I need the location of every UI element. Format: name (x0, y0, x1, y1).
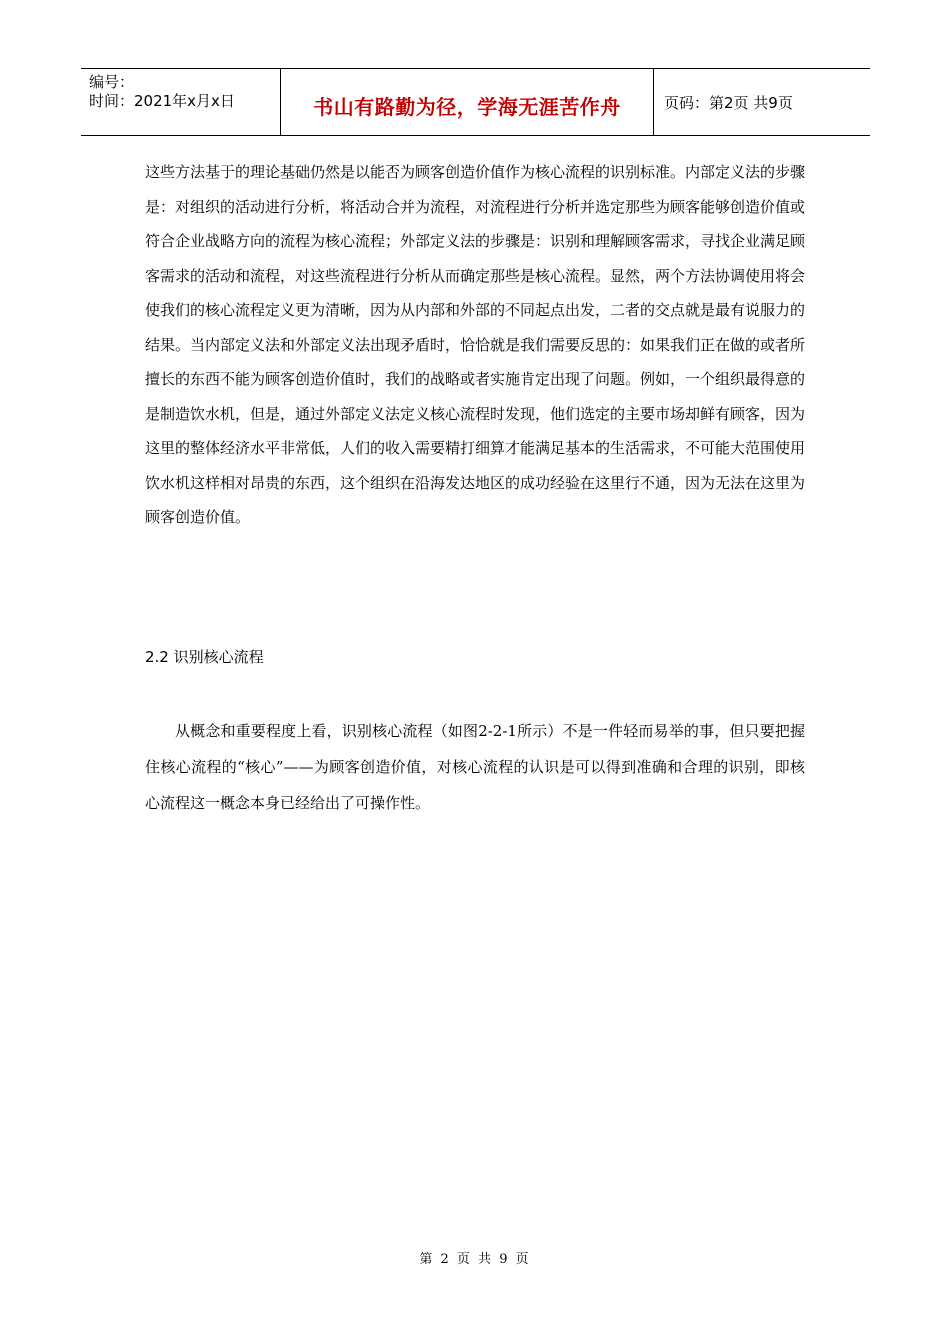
section-title: 识别核心流程 (173, 648, 264, 666)
doc-number-label: 编号： (89, 73, 135, 91)
header-motto: 书山有路勤为径，学海无涯苦作舟 (313, 94, 621, 119)
paragraph-1: 这些方法基于的理论基础仍然是以能否为顾客创造价值作为核心流程的识别标准。内部定义法的步骤是：对组织的活动进行分析，将活动合并为流程，对流程进行分析并选定那些为顾客能够创造价值或符合企业战略方向的流程为核心流程；外部定义法的步骤是：识别和理解顾客需求，寻找企业满足顾客需求的活动和流程，对这些流程进行分析从而确定那些是核心流程。显然，两个方法协调使用将会使我们的核心流程定义更为清晰，因为从内部和外部的不同起点出发，二者的交点就是最有说服力的结果。当内部定义法和外部定义法出现矛盾时，恰恰就是我们需要反思的：如果我们正在做的或者所擅长的东西不能为顾客创造价值时，我们的战略或者实施肯定出现了问题。例如，一个组织最得意的是制造饮水机，但是，通过外部定义法定义核心流程时发现，他们选定的主要市场却鲜有顾客，因为这里的整体经济水平非常低，人们的收入需要精打细算才能满足基本的生活需求，不可能大范围使用饮水机这样相对昂贵的东西，这个组织在沿海发达地区的成功经验在这里行不通，因为无法在这里为顾客创造价值。 (145, 163, 806, 526)
section-heading (145, 642, 264, 672)
header-page-info: 页码：第2页 共9页 (664, 93, 793, 112)
header-motto-cell (281, 69, 654, 135)
date-label: 时间：2021年x月x日 (89, 92, 235, 110)
page-footer: 第 2 页 共 9 页 (419, 1252, 531, 1267)
paragraph-2: 从概念和重要程度上看，识别核心流程（如图2-2-1所示）不是一件轻而易举的事，但只要把握住核心流程的“核心”——为顾客创造价值，对核心流程的认识是可以得到准确和合理的识别，即核心流程这一概念本身已经给出了可操作性。 (145, 722, 805, 812)
header-page-cell (654, 69, 870, 135)
page-header (81, 68, 870, 136)
section-number: 2.2 (145, 648, 169, 666)
body-text (145, 155, 805, 535)
header-meta-cell (81, 69, 281, 135)
